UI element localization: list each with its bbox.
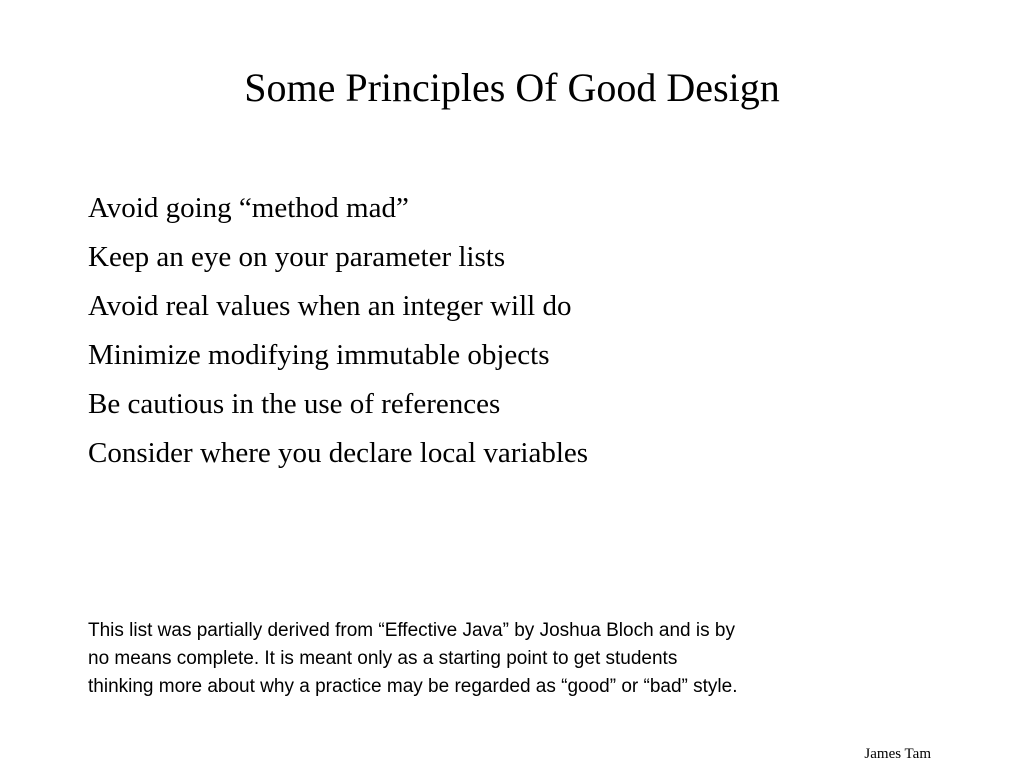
principle-item: Keep an eye on your parameter lists <box>88 241 506 273</box>
slide-title: Some Principles Of Good Design <box>244 65 780 110</box>
principle-item: Avoid going “method mad” <box>88 192 409 224</box>
principle-item: Consider where you declare local variables <box>88 437 589 469</box>
principle-item: Avoid real values when an integer will do <box>88 290 572 322</box>
author-credit: James Tam <box>864 746 931 762</box>
source-footnote <box>88 617 888 701</box>
principle-item: Be cautious in the use of references <box>88 388 501 420</box>
principles-list <box>88 184 588 478</box>
footnote-line: thinking more about why a practice may be regarded as “good” or “bad” style. <box>88 676 738 697</box>
footnote-line: no means complete. It is meant only as a starting point to get students <box>88 648 678 669</box>
footnote-line: This list was partially derived from “Effective Java” by Joshua Bloch and is by <box>88 620 735 641</box>
principle-item: Minimize modifying immutable objects <box>88 339 550 371</box>
